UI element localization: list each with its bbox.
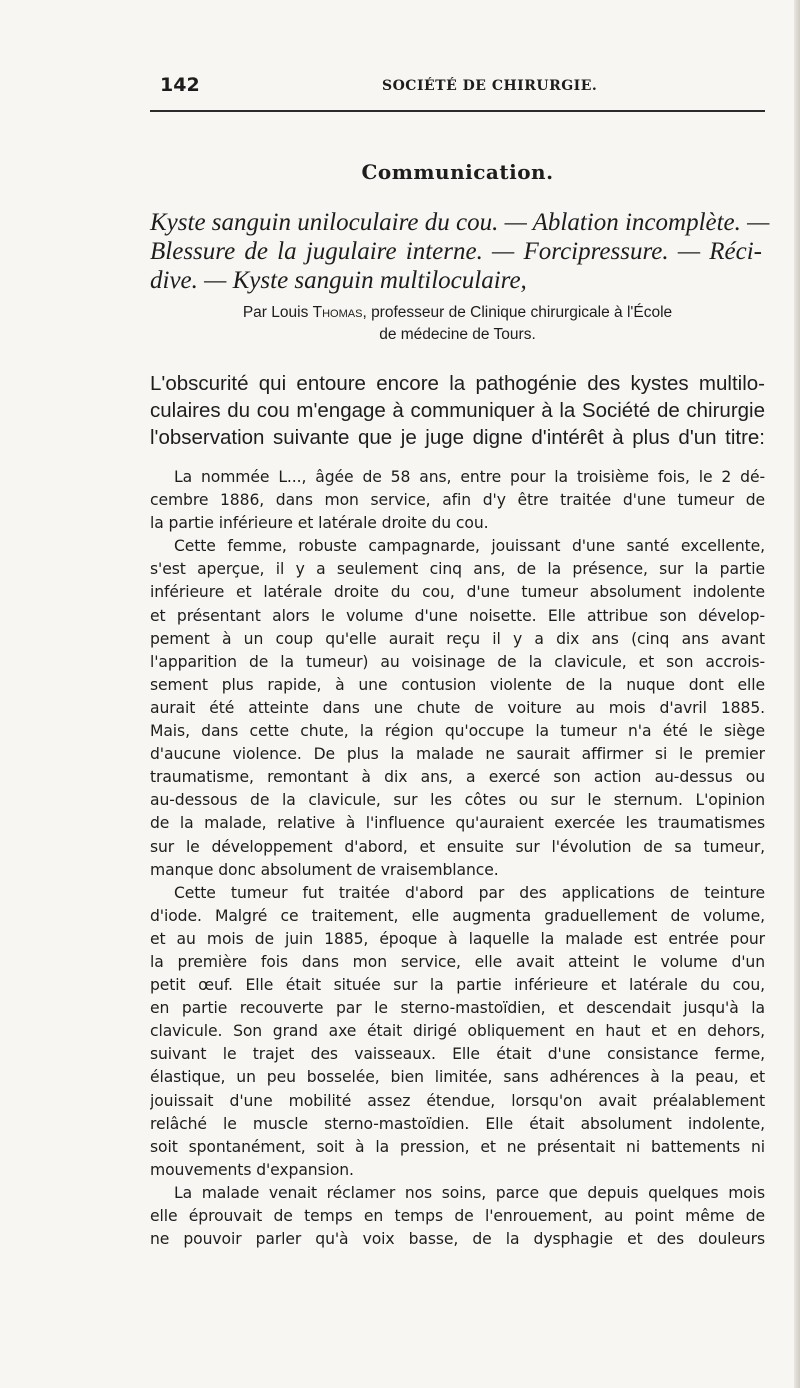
body-line: clavicule. Son grand axe était dirigé obliquement en haut et en dehors, bbox=[150, 1022, 765, 1041]
running-header bbox=[150, 72, 765, 106]
byline-prefix: Par Louis bbox=[242, 304, 313, 321]
body-line: traumatisme, remontant à dix ans, a exercé son action au-dessus ou bbox=[150, 768, 765, 787]
body-line: et présentant alors le volume d'une noisette. Elle attribue son dévelop- bbox=[150, 606, 765, 625]
article-title-line: Kyste sanguin uniloculaire du cou. — Ablation incomplète. — bbox=[150, 209, 770, 236]
byline-affiliation: , professeur de Clinique chirurgicale à l'École bbox=[362, 304, 673, 321]
body-line: petit œuf. Elle était située sur la partie inférieure et latérale du cou, bbox=[150, 976, 765, 995]
body-line: manque donc absolument de vraisemblance. bbox=[150, 860, 499, 879]
article-title-line: dive. — Kyste sanguin multiloculaire, bbox=[150, 267, 527, 294]
body-line: jouissait d'une mobilité assez étendue, lorsqu'on avait préalablement bbox=[150, 1091, 765, 1110]
author-name: Thomas bbox=[312, 304, 363, 321]
byline-line-2: de médecine de Tours. bbox=[379, 326, 536, 343]
body-line: inférieure et latérale droite du cou, d'une tumeur absolument indolente bbox=[150, 583, 765, 602]
intro-line: L'obscurité qui entoure encore la pathogénie des kystes multilo- bbox=[150, 372, 765, 395]
body-line: élastique, un peu bosselée, bien limitée, sans adhérences à la peau, et bbox=[150, 1068, 765, 1087]
section-title: Communication. bbox=[361, 160, 554, 184]
body-line: aurait été atteinte dans une chute de voiture au mois d'avril 1885. bbox=[150, 698, 765, 717]
article-title bbox=[150, 208, 770, 295]
running-title: SOCIÉTÉ DE CHIRURGIE. bbox=[382, 78, 598, 94]
header-rule bbox=[150, 110, 765, 112]
body-line: l'apparition de la tumeur) au voisinage de la clavicule, et son accrois- bbox=[150, 652, 765, 671]
body-line: de la malade, relative à l'influence qu'auraient exercée les traumatismes bbox=[150, 814, 765, 833]
body-line: sement plus rapide, à une contusion violente de la nuque dont elle bbox=[150, 675, 765, 694]
body-line: mouvements d'expansion. bbox=[150, 1160, 354, 1179]
page-number: 142 bbox=[160, 74, 200, 96]
body-line: en partie recouverte par le sterno-mastoïdien, et descendait jusqu'à la bbox=[150, 999, 765, 1018]
body-line: ne pouvoir parler qu'à voix basse, de la dysphagie et des douleurs bbox=[150, 1230, 765, 1249]
intro-line: culaires du cou m'engage à communiquer à la Société de chirurgie bbox=[150, 399, 765, 422]
body-line: La nommée L..., âgée de 58 ans, entre pour la troisième fois, le 2 dé- bbox=[174, 468, 765, 486]
body-line: pement à un coup qu'elle aurait reçu il y a dix ans (cinq ans avant bbox=[150, 629, 765, 648]
body-line: elle éprouvait de temps en temps de l'enrouement, au point même de bbox=[150, 1207, 765, 1225]
byline bbox=[150, 302, 765, 346]
body-line: la première fois dans mon service, elle avait atteint le volume d'un bbox=[150, 952, 765, 971]
body-line: d'aucune violence. De plus la malade ne saurait affirmer si le premier bbox=[150, 745, 765, 764]
body-line: Cette tumeur fut traitée d'abord par des applications de teinture bbox=[174, 883, 765, 902]
body-line: Cette femme, robuste campagnarde, jouissant d'une santé excellente, bbox=[174, 537, 765, 556]
body-line: cembre 1886, dans mon service, afin d'y être traitée d'une tumeur de bbox=[150, 491, 765, 510]
intro-paragraph bbox=[150, 370, 765, 451]
body-line: soit spontanément, soit à la pression, et ne présentait ni battements ni bbox=[150, 1137, 765, 1156]
intro-line: l'observation suivante que je juge digne d'intérêt à plus d'un titre: bbox=[150, 426, 765, 449]
article-title-line: Blessure de la jugulaire interne. — Forcipressure. — Réci- bbox=[150, 238, 762, 265]
body-line: d'iode. Malgré ce traitement, elle augmenta graduellement de volume, bbox=[150, 906, 765, 925]
body-line: sur le développement d'abord, et ensuite sur l'évolution de sa tumeur, bbox=[150, 837, 765, 856]
body-text bbox=[150, 466, 765, 1251]
page-edge-shadow bbox=[794, 0, 800, 1388]
body-line: s'est aperçue, il y a seulement cinq ans, de la présence, sur la partie bbox=[150, 560, 765, 579]
body-line: La malade venait réclamer nos soins, parce que depuis quelques mois bbox=[174, 1183, 765, 1202]
body-line: la partie inférieure et latérale droite du cou. bbox=[150, 514, 489, 533]
byline-line-1 bbox=[150, 302, 765, 324]
body-line: relâché le muscle sterno-mastoïdien. Elle était absolument indolente, bbox=[150, 1114, 765, 1133]
body-line: et au mois de juin 1885, époque à laquelle la malade est entrée pour bbox=[150, 929, 765, 948]
body-line: Mais, dans cette chute, la région qu'occupe la tumeur n'a été le siège bbox=[150, 722, 765, 741]
body-line: au-dessous de la clavicule, sur les côtes ou sur le sternum. L'opinion bbox=[150, 791, 765, 810]
body-line: suivant le trajet des vaisseaux. Elle était d'une consistance ferme, bbox=[150, 1045, 765, 1064]
